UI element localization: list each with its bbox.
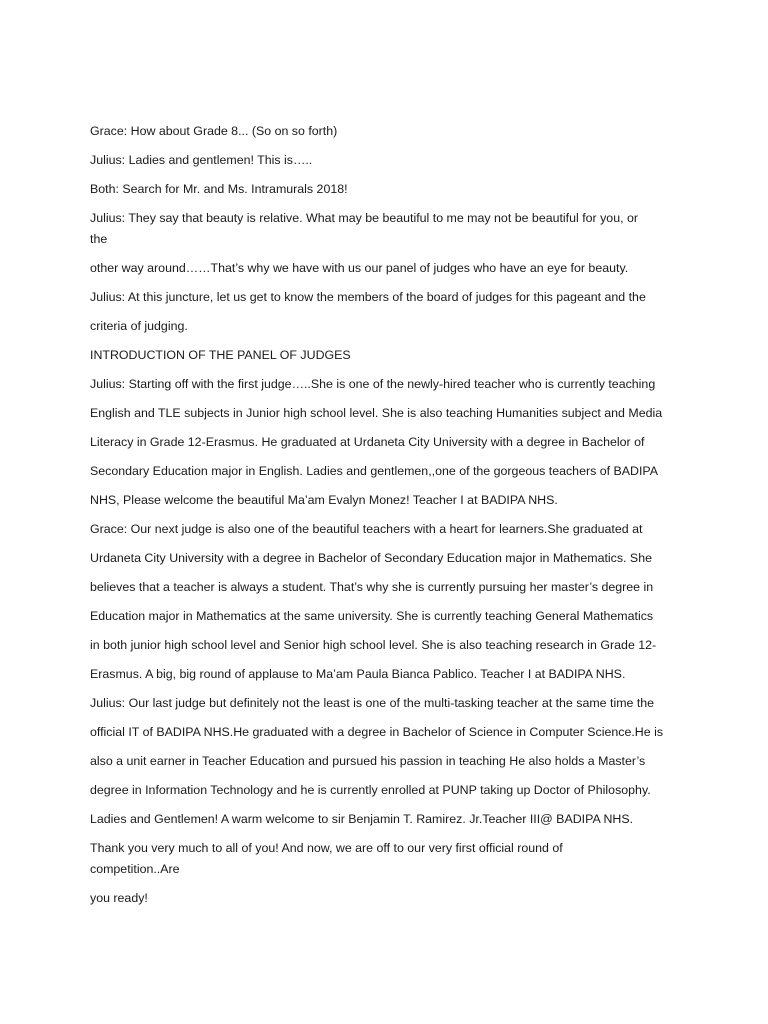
text-line: the [90,232,108,246]
text-line: other way around……That’s why we have with us our panel of judges who have an eye for beauty. [90,261,629,275]
text-line: also a unit earner in Teacher Education and pursued his passion in teaching He also holds a Master’s [90,754,646,768]
text-line: Education major in Mathematics at the same university. She is currently teaching General Mathematics [90,609,654,623]
text-line: Grace: Our next judge is also one of the beautiful teachers with a heart for learners.She graduated at [90,522,643,536]
text-line: degree in Information Technology and he is currently enrolled at PUNP taking up Doctor of Philosophy. [90,783,651,797]
text-line: Julius: Ladies and gentlemen! This is….. [90,153,313,167]
text-line: Urdaneta City University with a degree in Bachelor of Secondary Education major in Mathematics. She [90,551,652,565]
section-heading: INTRODUCTION OF THE PANEL OF JUDGES [90,348,351,362]
text-line: Julius: At this juncture, let us get to know the members of the board of judges for this pageant and the [90,290,646,304]
text-line: competition..Are [90,862,180,876]
text-line: Julius: Our last judge but definitely not the least is one of the multi-tasking teacher at the same time the [90,696,655,710]
text-line: Ladies and Gentlemen! A warm welcome to sir Benjamin T. Ramirez. Jr.Teacher III@ BADIPA NHS. [90,812,634,826]
text-line: Grace: How about Grade 8... (So on so forth) [90,124,338,138]
text-line: criteria of judging. [90,319,188,333]
text-line: official IT of BADIPA NHS.He graduated with a degree in Bachelor of Science in Computer Science.He is [90,725,664,739]
script-text [90,122,680,918]
text-line: in both junior high school level and Senior high school level. She is also teaching research in Grade 12- [90,638,657,652]
text-line: Julius: They say that beauty is relative. What may be beautiful to me may not be beautiful for you, or [90,211,638,225]
text-line: Both: Search for Mr. and Ms. Intramurals 2018! [90,182,348,196]
text-line: you ready! [90,891,148,905]
text-line: NHS, Please welcome the beautiful Ma’am Evalyn Monez! Teacher I at BADIPA NHS. [90,493,558,507]
text-line: Literacy in Grade 12-Erasmus. He graduated at Urdaneta City University with a degree in Bachelor of [90,435,645,449]
text-line: Thank you very much to all of you! And now, we are off to our very first official round of [90,841,563,855]
text-line: Erasmus. A big, big round of applause to Ma’am Paula Bianca Pablico. Teacher I at BADIPA NHS. [90,667,626,681]
text-line: English and TLE subjects in Junior high school level. She is also teaching Humanities subject and Media [90,406,663,420]
text-line: Julius: Starting off with the first judge…..She is one of the newly-hired teacher who is currently teaching [90,377,656,391]
text-line: Secondary Education major in English. Ladies and gentlemen,,one of the gorgeous teachers of BADIPA [90,464,659,478]
text-line: believes that a teacher is always a student. That’s why she is currently pursuing her master’s degree in [90,580,654,594]
